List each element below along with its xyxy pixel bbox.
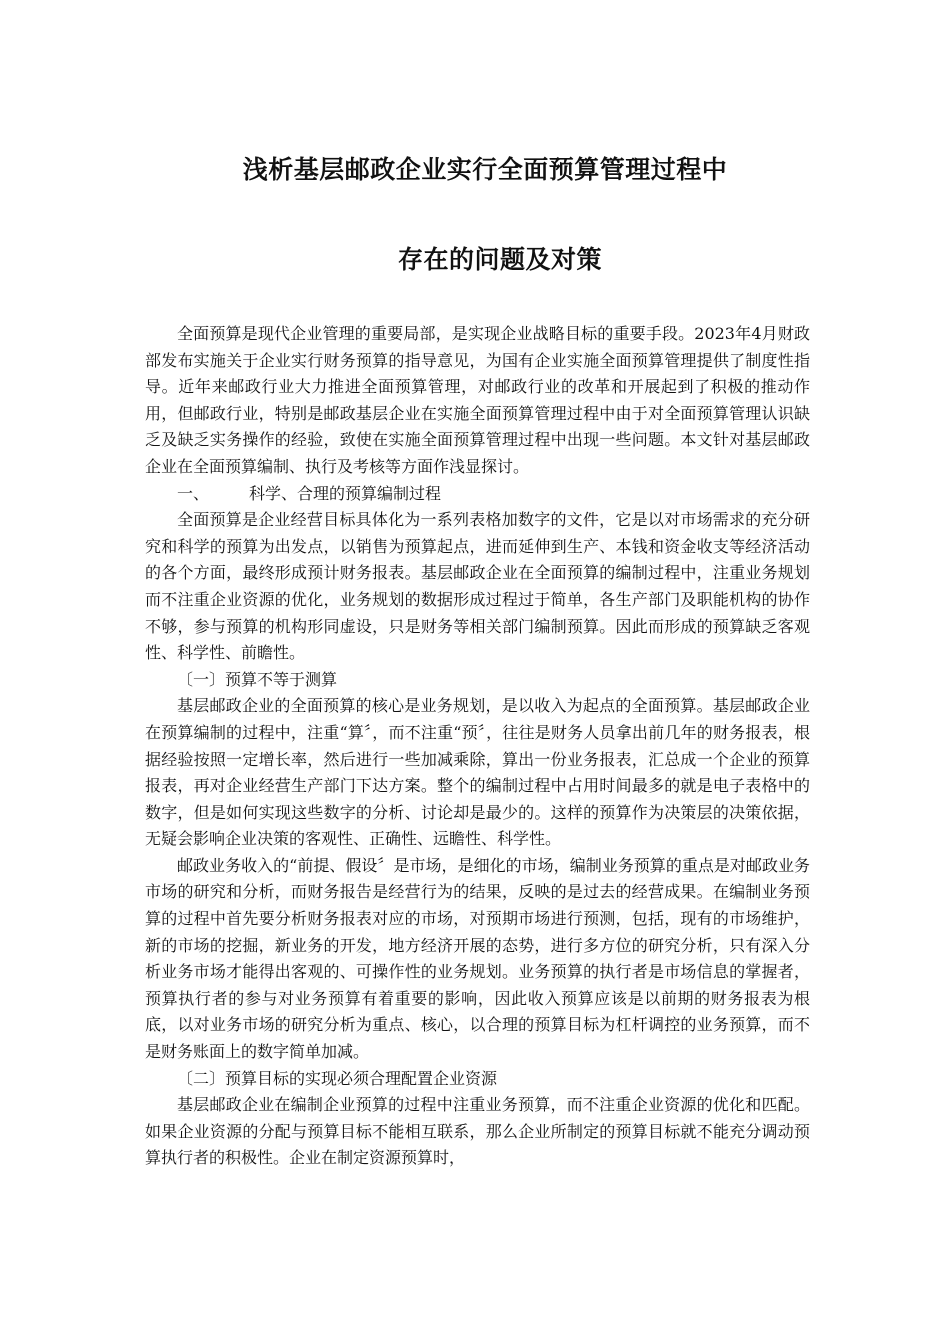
section-number: 一、 bbox=[177, 483, 210, 503]
section-heading-1 bbox=[145, 481, 810, 508]
paragraph-section1: 全面预算是企业经营目标具体化为一系列表格加数字的文件，它是以对市场需求的充分研究和科学的预算为出发点，以销售为预算起点，进而延伸到生产、本钱和资金收支等经济活动的各个方面，最终形成预计财务报表。基层邮政企业在全面预算的编制过程中，注重业务规划而不注重企业资源的优化，业务规划的数据形成过程过于简单，各生产部门及职能机构的协作不够，参与预算的机构形同虚设，只是财务等相关部门编制预算。因此而形成的预算缺乏客观性、科学性、前瞻性。 bbox=[145, 510, 810, 663]
paragraph-sub1-a: 基层邮政企业的全面预算的核心是业务规划，是以收入为起点的全面预算。基层邮政企业在预算编制的过程中，注重“算〞，而不注重“预〞，往往是财务人员拿出前几年的财务报表，根据经验按照一定增长率，然后进行一些加减乘除，算出一份业务报表，汇总成一个企业的预算报表，再对企业经营生产部门下达方案。整个的编制过程中占用时间最多的就是电子表格中的数字，但是如何实现这些数字的分析、讨论却是最少的。这样的预算作为决策层的决策依据，无疑会影响企业决策的客观性、正确性、远瞻性、科学性。 bbox=[145, 696, 810, 849]
paragraph-intro: 全面预算是现代企业管理的重要局部，是实现企业战略目标的重要手段。2023年4月财政部发布实施关于企业实行财务预算的指导意见，为国有企业实施全面预算管理提供了制度性指导。近年来邮政行业大力推进全面预算管理，对邮政行业的改革和开展起到了积极的推动作用，但邮政行业，特别是邮政基层企业在实施全面预算管理过程中由于对全面预算管理认识缺乏及缺乏实务操作的经验，致使在实施全面预算管理过程中出现一些问题。本文针对基层邮政企业在全面预算编制、执行及考核等方面作浅显探讨。 bbox=[145, 324, 810, 476]
section-heading-text: 科学、合理的预算编制过程 bbox=[249, 483, 442, 503]
paragraph-sub2: 基层邮政企业在编制企业预算的过程中注重业务预算，而不注重企业资源的优化和匹配。如果企业资源的分配与预算目标不能相互联系，那么企业所制定的预算目标就不能充分调动预算执行者的积极性。企业在制定资源预算时， bbox=[145, 1095, 810, 1168]
paragraph-sub1-b: 邮政业务收入的“前提、假设〞是市场，是细化的市场，编制业务预算的重点是对邮政业务市场的研究和分析，而财务报告是经营行为的结果，反映的是过去的经营成果。在编制业务预算的过程中首先要分析财务报表对应的市场，对预期市场进行预测，包括，现有的市场维护，新的市场的挖掘，新业务的开发，地方经济开展的态势，进行多方位的研究分析，只有深入分析业务市场才能得出客观的、可操作性的业务规划。业务预算的执行者是市场信息的掌握者，预算执行者的参与对业务预算有着重要的影响，因此收入预算应该是以前期的财务报表为根底，以对业务市场的研究分析为重点、核心，以合理的预算目标为杠杆调控的业务预算，而不是财务账面上的数字简单加减。 bbox=[145, 855, 810, 1062]
document-body bbox=[145, 321, 810, 1172]
subheading-1: 〔一〕预算不等于测算 bbox=[177, 669, 338, 689]
document-title-line-2: 存在的问题及对策 bbox=[397, 245, 602, 274]
document-title-line-1: 浅析基层邮政企业实行全面预算管理过程中 bbox=[242, 155, 728, 184]
subheading-2: 〔二〕预算目标的实现必须合理配置企业资源 bbox=[177, 1068, 498, 1088]
